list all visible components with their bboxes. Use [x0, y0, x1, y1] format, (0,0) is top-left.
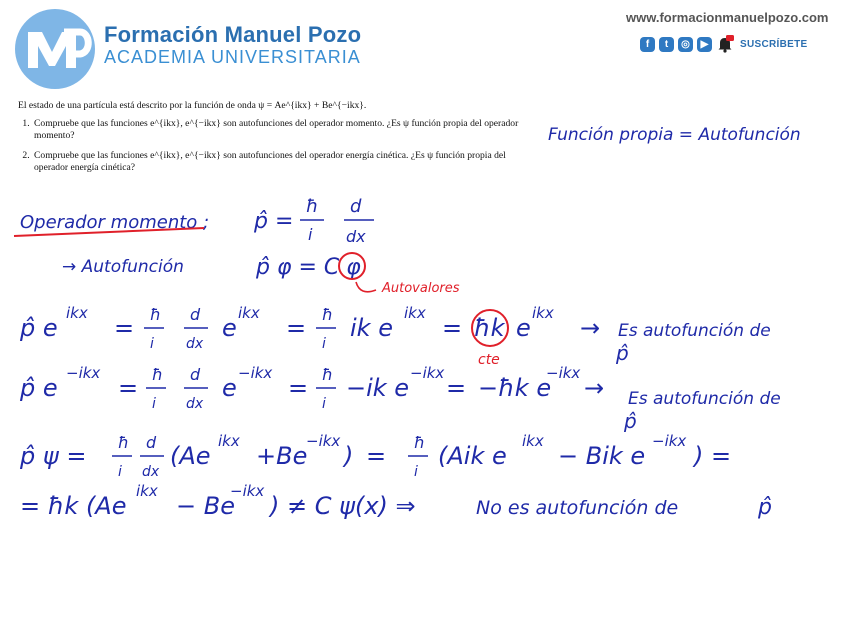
note-autofuncion: → Autofunción [62, 257, 184, 277]
row-4-no-es-autofuncion: No es autofunción de [476, 497, 679, 519]
svg-text:ikx: ikx [66, 304, 88, 322]
svg-text:−ikx: −ikx [230, 482, 265, 500]
svg-text:ħk: ħk [474, 314, 505, 342]
svg-text:ħ: ħ [150, 305, 162, 324]
svg-text:=: = [118, 374, 139, 402]
svg-text:ħ: ħ [306, 196, 319, 217]
svg-text:(Aik e: (Aik e [438, 442, 507, 470]
svg-text:−ikx: −ikx [306, 432, 341, 450]
svg-text:e: e [222, 314, 237, 342]
svg-text:ħ: ħ [322, 365, 334, 384]
svg-text:=: = [288, 374, 309, 402]
svg-text:(Ae: (Ae [170, 442, 211, 470]
svg-text:=: = [286, 314, 307, 342]
svg-text:ikx: ikx [532, 304, 554, 322]
svg-text:dx: dx [142, 464, 160, 480]
svg-text:dx: dx [186, 336, 204, 352]
svg-text:i: i [152, 396, 156, 412]
svg-text:ikx: ikx [238, 304, 260, 322]
row-1-equation [19, 304, 600, 352]
svg-text:ik e: ik e [350, 314, 393, 342]
row-2-equation [19, 364, 604, 412]
svg-text:ħ: ħ [414, 433, 426, 452]
note-operador-momento: Operador momento ; [20, 212, 210, 233]
svg-text:−ħk e: −ħk e [478, 374, 552, 402]
svg-text:= ħk (Ae: = ħk (Ae [20, 492, 127, 520]
svg-text:=: = [366, 442, 387, 470]
svg-text:→: → [580, 314, 601, 342]
svg-text:ħ: ħ [322, 305, 334, 324]
svg-text:ħ: ħ [152, 365, 164, 384]
svg-text:ikx: ikx [218, 432, 240, 450]
svg-text:p̂: p̂ [616, 341, 629, 365]
youtube-icon[interactable]: ▶ [697, 37, 712, 52]
svg-text:ħ: ħ [118, 433, 130, 452]
svg-text:i: i [322, 396, 326, 412]
svg-text:− Be: − Be [176, 492, 235, 520]
brand-title: Formación Manuel Pozo [104, 22, 362, 47]
svg-text:−ikx: −ikx [238, 364, 273, 382]
svg-text:− Bik e: − Bik e [558, 442, 646, 470]
instagram-icon[interactable]: ◎ [678, 37, 693, 52]
svg-text:−ikx: −ikx [652, 432, 687, 450]
svg-text:i: i [150, 336, 154, 352]
svg-text:) =: ) = [694, 442, 732, 470]
svg-text:→: → [584, 374, 605, 402]
problem-item-1: 1. Compruebe que las funciones e^{ikx}, e^{−ikx} son autofunciones del operador momento. ¿Es ψ función propia del operador momento? [32, 118, 528, 142]
svg-text:p̂ φ = C φ: p̂ φ = C φ [256, 255, 361, 280]
row-2-es-autofuncion: Es autofunción de [628, 389, 781, 409]
svg-text:d: d [146, 433, 157, 452]
note-cte: cte [478, 352, 500, 368]
svg-text:i: i [308, 225, 313, 244]
svg-text:p̂ =: p̂ = [254, 209, 294, 234]
svg-text:−ikx: −ikx [66, 364, 101, 382]
svg-text:d: d [350, 196, 362, 217]
note-funcion-propia: Función propia = Autofunción [548, 125, 801, 145]
facebook-icon[interactable]: f [640, 37, 655, 52]
svg-text:p̂ e: p̂ e [20, 374, 58, 402]
row-3-equation [19, 432, 731, 480]
note-autovalores: Autovalores [382, 281, 460, 296]
svg-text:p̂: p̂ [624, 409, 637, 433]
twitter-icon[interactable]: t [659, 37, 674, 52]
svg-text:ikx: ikx [404, 304, 426, 322]
svg-text:=: = [446, 374, 467, 402]
svg-text:dx: dx [186, 396, 204, 412]
row-1-es-autofuncion: Es autofunción de [618, 321, 771, 341]
svg-text:d: d [190, 305, 201, 324]
svg-text:e: e [222, 374, 237, 402]
svg-text:−ikx: −ikx [546, 364, 581, 382]
svg-text:): ) [344, 442, 354, 470]
svg-text:p̂ ψ =: p̂ ψ = [20, 442, 87, 470]
svg-text:ikx: ikx [522, 432, 544, 450]
svg-text:i: i [118, 464, 122, 480]
svg-text:dx: dx [346, 227, 366, 246]
website-link[interactable]: www.formacionmanuelpozo.com [626, 10, 829, 25]
svg-text:i: i [414, 464, 418, 480]
svg-text:−ik e: −ik e [346, 374, 410, 402]
svg-text:) ≠ C ψ(x) ⇒: ) ≠ C ψ(x) ⇒ [270, 492, 416, 520]
subscribe-label[interactable]: SUSCRÍBETE [740, 38, 808, 50]
momentum-operator [253, 196, 374, 246]
svg-text:=: = [442, 314, 463, 342]
row-4-equation [20, 482, 416, 520]
svg-text:ikx: ikx [136, 482, 158, 500]
svg-text:p̂ e: p̂ e [20, 314, 58, 342]
svg-text:d: d [190, 365, 201, 384]
brand-subtitle: ACADEMIA UNIVERSITARIA [104, 47, 361, 67]
problem-intro: El estado de una partícula está descrito por la función de onda ψ = Ae^{ikx} + Be^{−ikx}. [18, 100, 367, 111]
svg-text:=: = [114, 314, 135, 342]
svg-text:−ikx: −ikx [410, 364, 445, 382]
svg-text:+Be: +Be [256, 442, 308, 470]
problem-item-2: 2. Compruebe que las funciones e^{ikx}, e^{−ikx} son autofunciones del operador energía cinética. ¿Es ψ función propia del operador energía cinética? [32, 150, 528, 174]
svg-text:i: i [322, 336, 326, 352]
svg-text:p̂: p̂ [758, 495, 772, 520]
svg-text:e: e [516, 314, 531, 342]
